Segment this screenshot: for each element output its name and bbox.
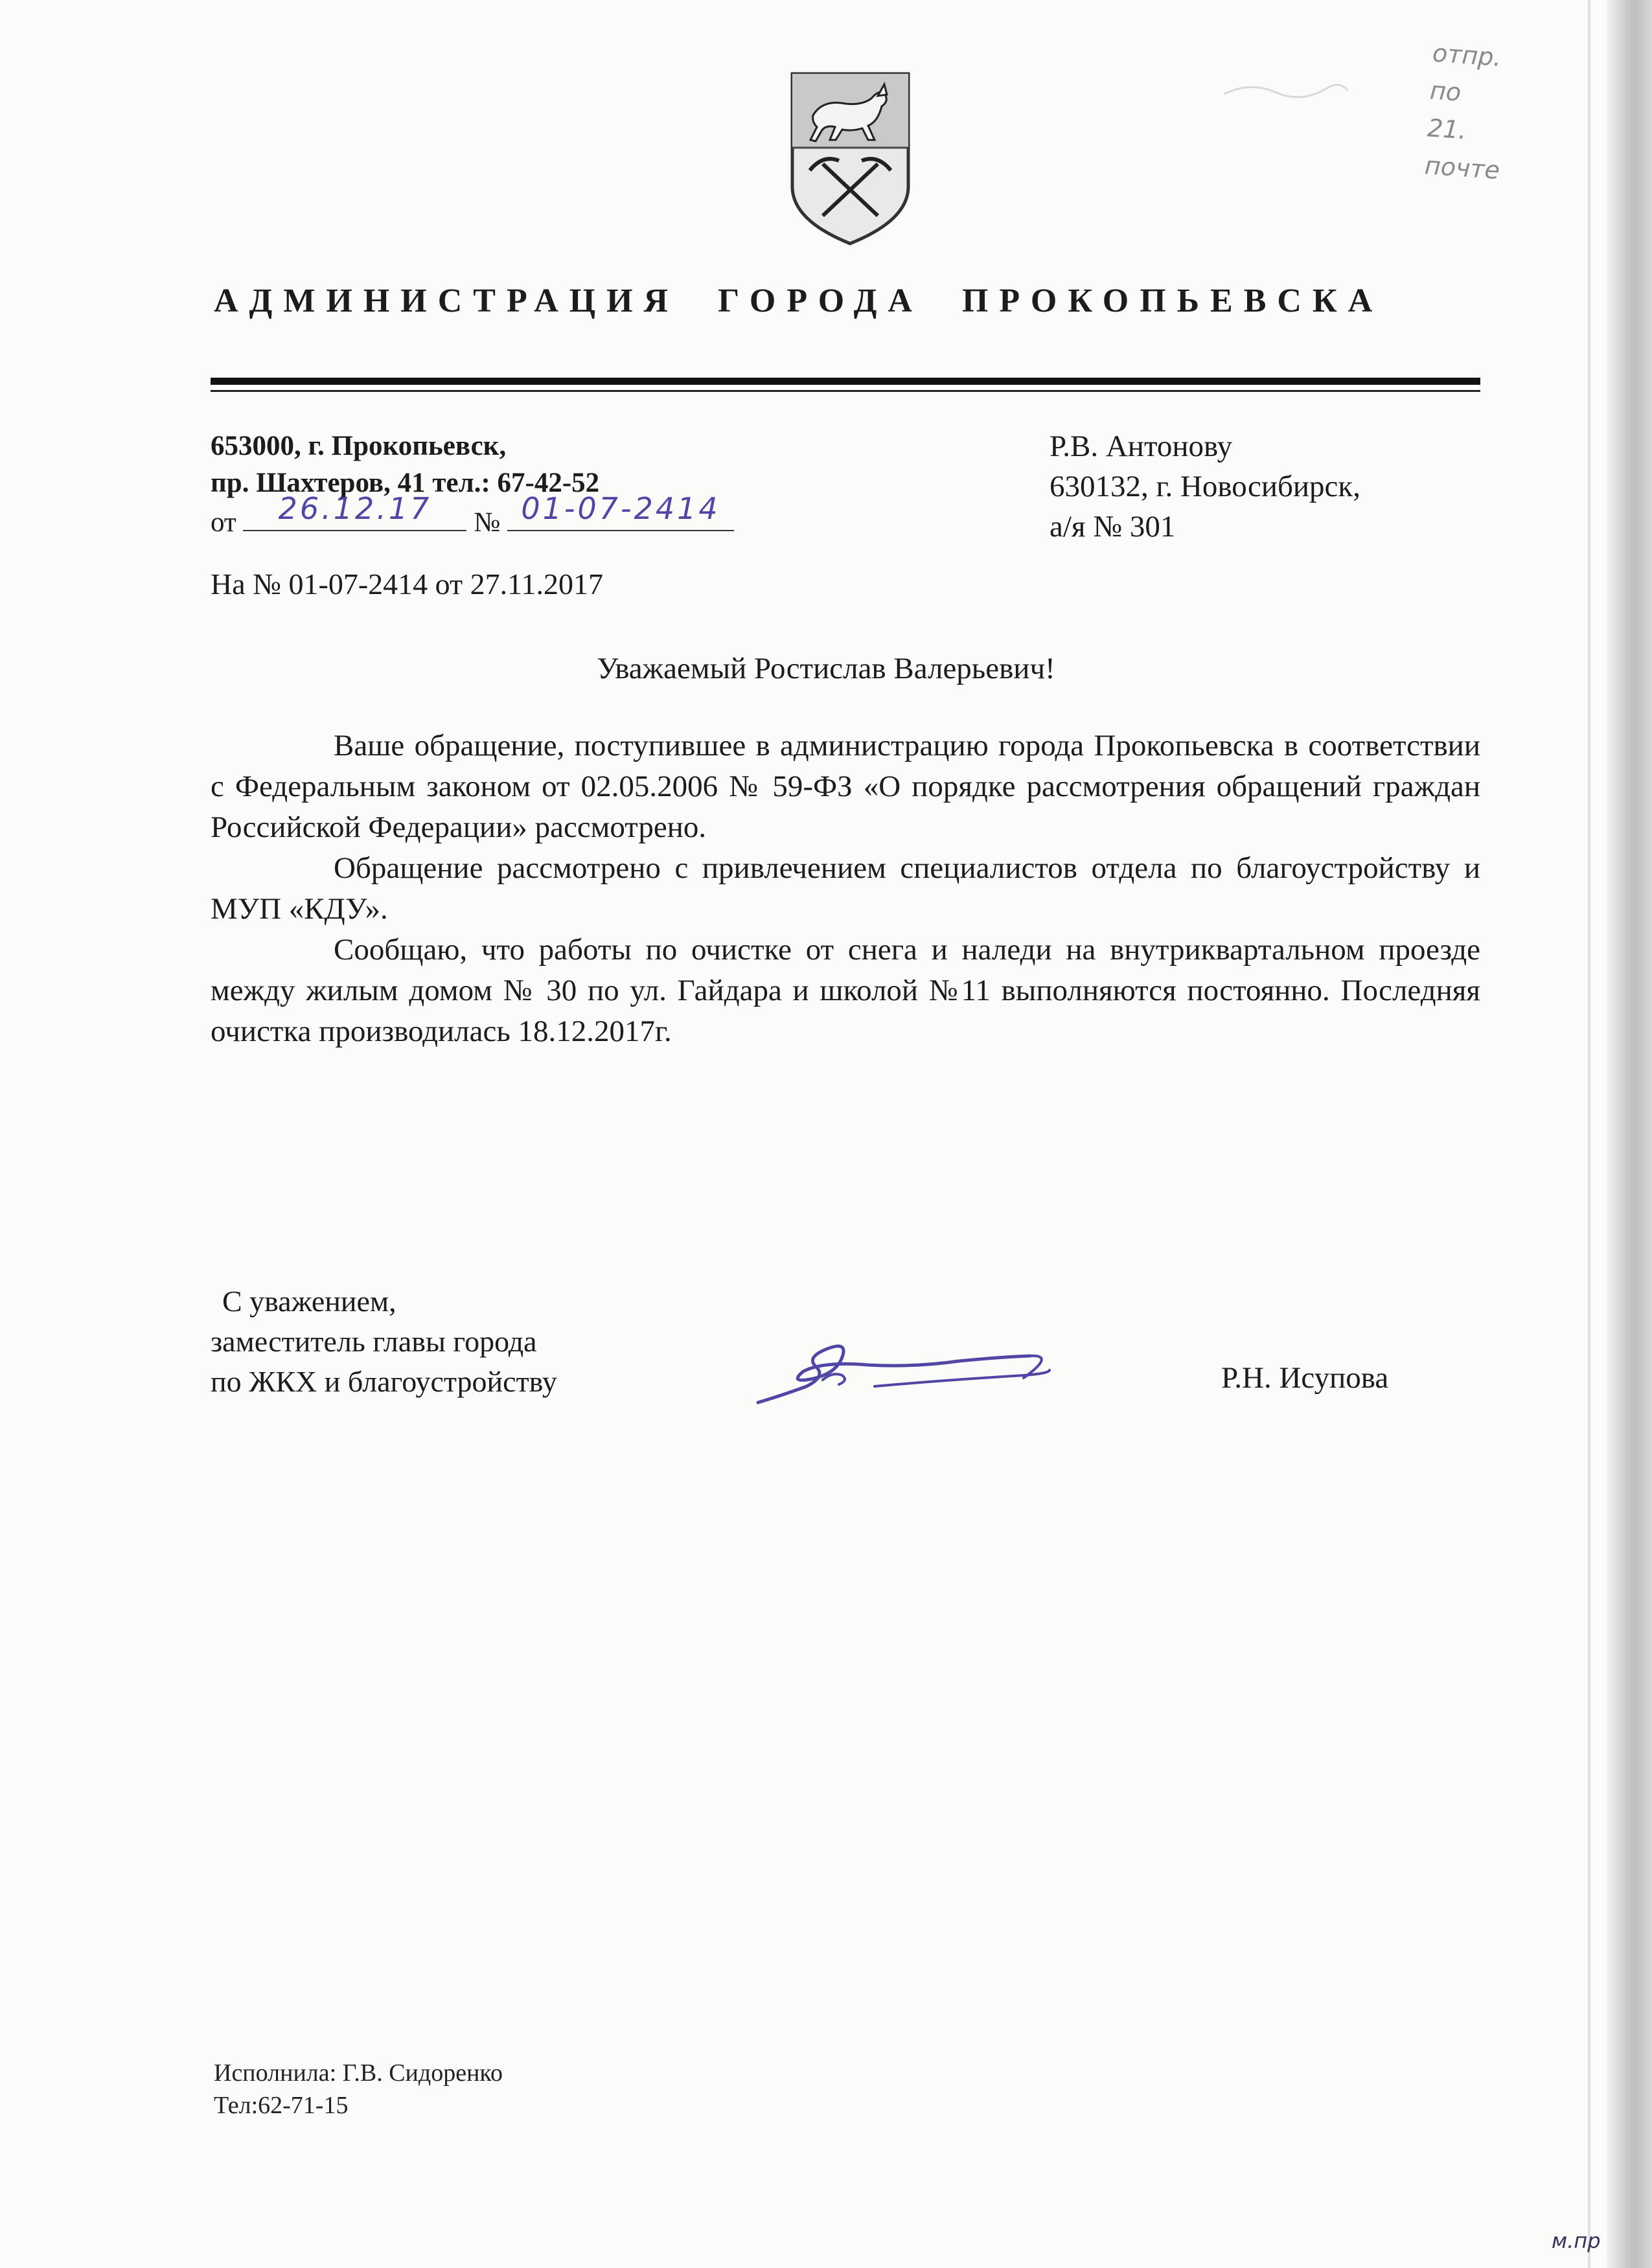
signer-name: Р.Н. Исупова (1221, 1361, 1389, 1395)
header-rule (211, 378, 1480, 385)
letter-body (211, 726, 1480, 1052)
signer-position: заместитель главы города (211, 1325, 537, 1358)
recipient-city: 630132, г. Новосибирск, (1050, 470, 1360, 503)
scan-edge-line (1588, 0, 1590, 2268)
body-paragraph: Сообщаю, что работы по очистке от снега и наледи на внутриквартальном проезде между жилым домом № 30 по ул. Гайдара и школой №11 выполняются постоянно. Последняя очистка производилась 18.12.2017г. (211, 933, 1480, 1048)
closing-block (211, 1281, 557, 1402)
margin-note-line: отпр. (1431, 38, 1503, 72)
executor-block (214, 2057, 503, 2122)
executor-name: Исполнила: Г.В. Сидоренко (214, 2059, 503, 2087)
body-paragraph: Ваше обращение, поступившее в администрацию города Прокопьевска в соответствии с Федеральным законом от 02.05.2006 № 59-ФЗ «О порядке рассмотрения обращений граждан Российской Федерации» рассмотрено. (211, 729, 1480, 844)
margin-note-line: почте (1423, 151, 1501, 185)
scan-edge (1607, 0, 1652, 2268)
margin-note-line: 21. (1426, 113, 1468, 145)
recipient-block (1050, 426, 1360, 547)
header-rule-thin (211, 390, 1480, 392)
number-handwritten: 01-07-2414 (521, 491, 720, 526)
margin-note-line: по (1428, 76, 1462, 107)
signer-position-2: по ЖКХ и благоустройству (211, 1365, 557, 1398)
date-handwritten: 26.12.17 (278, 491, 432, 526)
organization-title: АДМИНИСТРАЦИЯ ГОРОДА ПРОКОПЬЕВСКА (214, 282, 1384, 319)
number-field (507, 491, 734, 531)
recipient-box: а/я № 301 (1050, 510, 1176, 544)
body-paragraph: Обращение рассмотрено с привлечением специалистов отдела по благоустройству и МУП «КДУ». (211, 851, 1480, 926)
faint-stamp-mark (1218, 68, 1354, 113)
sender-address-line2: пр. Шахтеров, 41 тел.: 67-42-52 (211, 468, 600, 498)
sender-address-line1: 653000, г. Прокопьевск, (211, 431, 507, 461)
registration-line (211, 491, 734, 541)
number-prefix: № (474, 507, 501, 538)
recipient-name: Р.В. Антонову (1050, 430, 1233, 463)
closing-regards: С уважением, (222, 1285, 396, 1318)
date-prefix: от (211, 507, 236, 538)
salutation: Уважаемый Ростислав Валерьевич! (597, 652, 1055, 685)
executor-phone: Тел:62-71-15 (214, 2092, 349, 2119)
reply-reference: На № 01-07-2414 от 27.11.2017 (211, 567, 603, 601)
margin-handwritten-note (1423, 34, 1576, 194)
coat-of-arms-icon (787, 70, 913, 248)
corner-handwritten-note: м.пр (1552, 2228, 1601, 2253)
date-field (243, 491, 466, 531)
handwritten-signature (745, 1318, 1160, 1415)
sender-block (211, 428, 734, 541)
